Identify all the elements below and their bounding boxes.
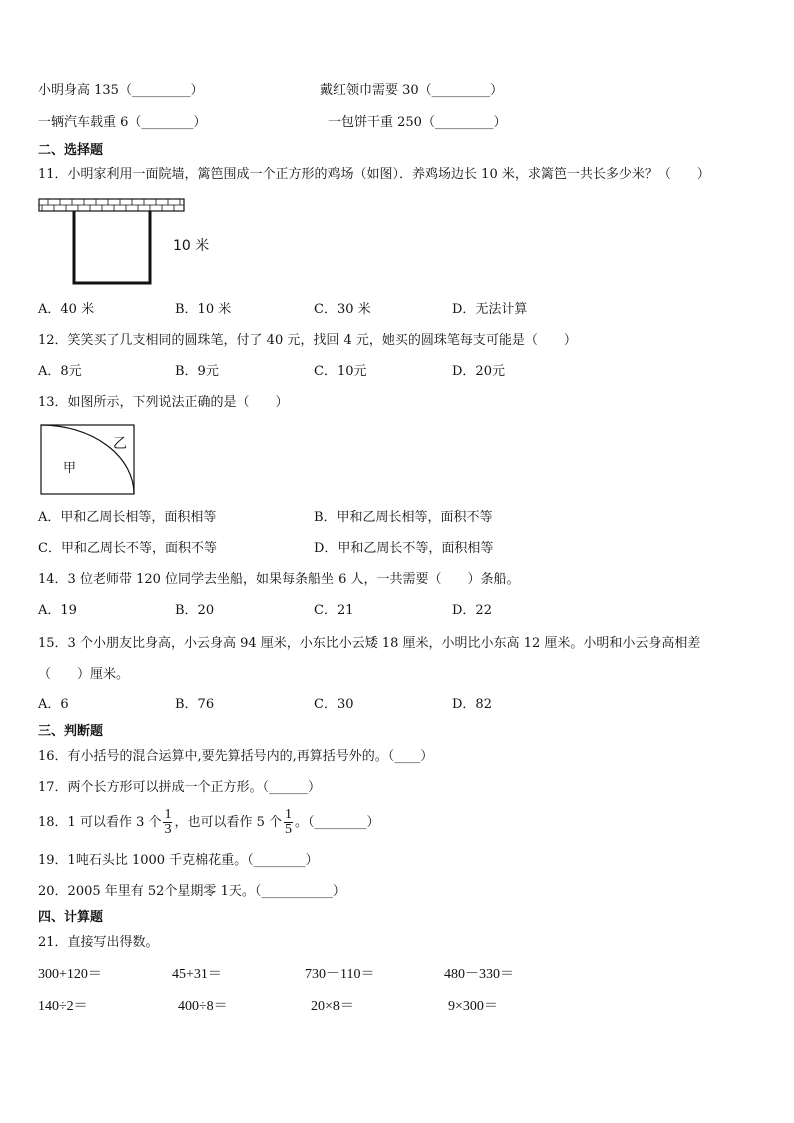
question-11-stem: 11．小明家利用一面院墙，篱笆围成一个正方形的鸡场（如图）．养鸡场边长 10 米，求篱笆一共长多少米？（ ） [38,167,710,182]
q12-option-a: A．8元 [38,364,82,379]
question-21-stem: 21．直接写出得数。 [38,935,159,950]
q15-option-d: D．82 [452,697,492,712]
q13-option-b: B．甲和乙周长相等，面积不等 [314,510,493,525]
label-yi: 乙 [113,436,127,452]
calc-3: 730－110＝ [305,967,375,982]
q14-option-a: A．19 [38,603,77,618]
q15-option-b: B．76 [175,697,215,712]
fence-side-label: 10 米 [173,238,210,254]
calc-1: 300+120＝ [38,967,102,982]
calc-5: 140÷2＝ [38,999,88,1014]
q15-option-c: C．30 [314,697,354,712]
q11-option-d: D．无法计算 [452,302,528,317]
question-20: 20．2005 年里有 52个星期零 1天。（___________） [38,884,346,899]
q12-option-c: C．10元 [314,364,367,379]
label-jia: 甲 [63,461,77,476]
wall-fence-figure [38,196,258,290]
q13-option-c: C．甲和乙周长不等，面积不等 [38,541,217,556]
q14-option-c: C．21 [314,603,354,618]
frac2-numerator: 1 [285,807,293,822]
question-12-stem: 12．笑笑买了几支相同的圆珠笔，付了 40 元，找回 4 元，她买的圆珠笔每支可能是（ ） [38,333,577,348]
q11-option-a: A．40 米 [38,302,95,317]
quarter-circle-figure [40,424,136,496]
calc-4: 480－330＝ [444,967,514,982]
q14-option-d: D．22 [452,603,492,618]
q18-text-1: 18．1 可以看作 3 个 [38,815,162,830]
calc-2: 45+31＝ [172,967,222,982]
question-19: 19．1吨石头比 1000 千克棉花重。（________） [38,853,319,868]
q13-option-d: D．甲和乙周长不等，面积相等 [314,541,494,556]
q12-option-d: D．20元 [452,364,505,379]
q11-option-c: C．30 米 [314,302,371,317]
fill-line-truck: 一辆汽车载重 6（________） [38,115,207,130]
question-15-stem-line1: 15．3 个小朋友比身高，小云身高 94 厘米，小东比小云矮 18 厘米，小明比小东高 12 厘米。小明和小云身高相差 [38,636,701,651]
calc-7: 20×8＝ [311,999,354,1014]
question-13-stem: 13．如图所示，下列说法正确的是（ ） [38,395,289,410]
calc-6: 400÷8＝ [178,999,228,1014]
q11-option-b: B．10 米 [175,302,232,317]
q14-option-b: B．20 [175,603,215,618]
q15-option-a: A．6 [38,697,69,712]
question-15-stem-line2: （ ）厘米。 [38,667,130,682]
fraction-one-third [163,808,172,837]
fill-line-scarf: 戴红领巾需要 30（_________） [320,83,504,98]
question-18 [38,808,380,838]
question-16: 16．有小括号的混合运算中,要先算括号内的,再算括号外的。（____） [38,749,434,764]
frac2-denominator: 5 [285,822,293,837]
calc-8: 9×300＝ [448,999,498,1014]
question-17: 17．两个长方形可以拼成一个正方形。（______） [38,780,322,795]
brick-wall [39,199,184,211]
question-14-stem: 14．3 位老师带 120 位同学去坐船，如果每条船坐 6 人，一共需要（ ）条船。 [38,572,520,587]
q18-text-3: 。（________） [295,815,380,830]
frac1-numerator: 1 [164,807,172,822]
frac1-denominator: 3 [164,822,172,837]
section-title-judge: 三、判断题 [38,724,104,739]
q12-option-b: B．9元 [175,364,219,379]
q18-text-2: ，也可以看作 5 个 [174,815,283,830]
fill-line-height: 小明身高 135（_________） [38,83,204,98]
q13-option-a: A．甲和乙周长相等，面积相等 [38,510,217,525]
fill-line-biscuit: 一包饼干重 250（_________） [328,115,507,130]
section-title-calc: 四、计算题 [38,910,104,925]
fence-outline [74,211,150,283]
section-title-choice: 二、选择题 [38,143,104,158]
fraction-one-fifth [284,808,293,837]
